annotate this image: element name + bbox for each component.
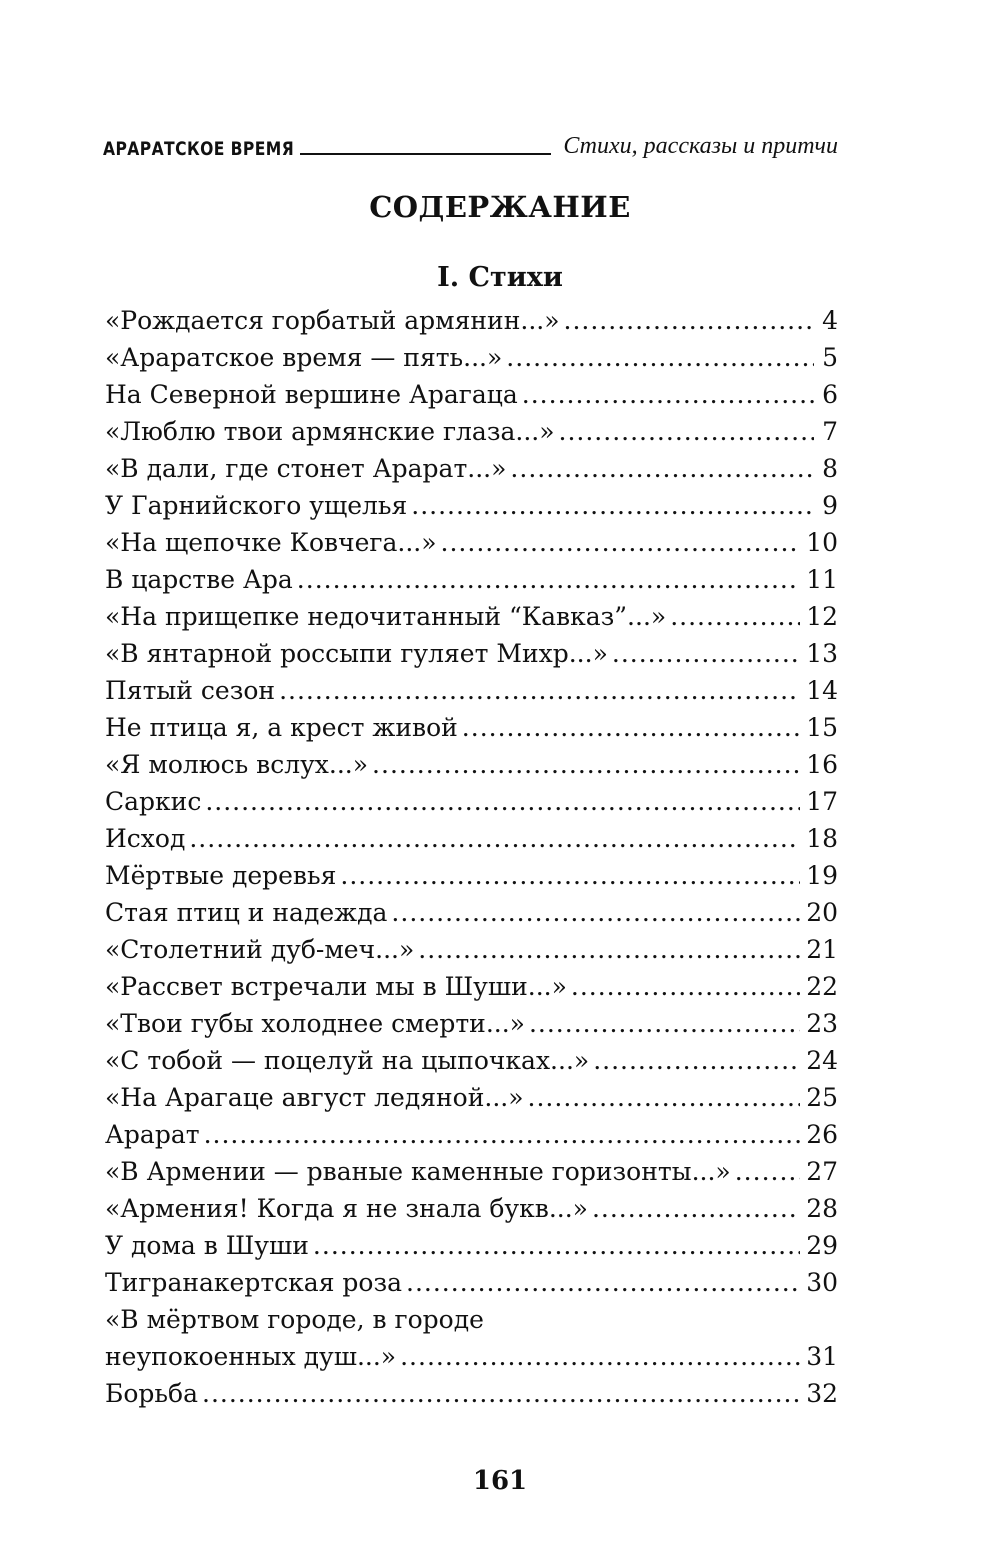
toc-entry	[105, 746, 838, 783]
toc-entry-page: 16	[806, 750, 838, 779]
toc-entry-page: 22	[806, 972, 838, 1001]
dot-leader	[571, 968, 800, 1005]
page-number: 161	[472, 1466, 528, 1496]
toc-entry-first-line	[105, 1301, 838, 1338]
toc-entry-title: Саркис	[105, 787, 202, 816]
toc-entry-title: Не птица я, а крест живой	[105, 713, 458, 742]
toc-entry-page: 32	[806, 1379, 838, 1408]
header-rule	[300, 153, 551, 155]
toc-entry-title: Стая птиц и надежда	[105, 898, 388, 927]
dot-leader	[528, 1079, 801, 1116]
toc-entry-page: 20	[806, 898, 838, 927]
toc-entry	[105, 1116, 838, 1153]
toc-entry-title: «Твои губы холоднее смерти...»	[105, 1009, 525, 1038]
toc-entry-page: 24	[806, 1046, 838, 1075]
dot-leader	[441, 524, 801, 561]
toc-entry-page: 17	[806, 787, 838, 816]
toc-entry	[105, 783, 838, 820]
toc-entry-page: 11	[806, 565, 838, 594]
toc-entry-page: 13	[806, 639, 838, 668]
toc-entry	[105, 894, 838, 931]
toc-entry-title: Пятый сезон	[105, 676, 276, 705]
toc-entry-title: Тигранакертская роза	[105, 1268, 403, 1297]
toc-entry	[105, 1338, 838, 1375]
toc-entry-page: 12	[806, 602, 838, 631]
toc-entry-page: 8	[822, 454, 838, 483]
toc-entry-page: 31	[806, 1342, 838, 1371]
toc-entry	[105, 487, 838, 524]
toc-entry-title: Мёртвые деревья	[105, 861, 337, 890]
toc-entry	[105, 1005, 838, 1042]
table-of-contents	[105, 302, 838, 1412]
toc-entry	[105, 1190, 838, 1227]
toc-entry-title: В царстве Ара	[105, 565, 293, 594]
toc-entry	[105, 968, 838, 1005]
dot-leader	[202, 1375, 800, 1412]
toc-entry-title: «С тобой — поцелуй на цыпочках...»	[105, 1046, 590, 1075]
toc-entry-title: «В Армении — рваные каменные горизонты...»	[105, 1157, 731, 1186]
toc-entry-title: Борьба	[105, 1379, 198, 1408]
toc-entry-page: 27	[806, 1157, 838, 1186]
toc-entry-page: 15	[806, 713, 838, 742]
dot-leader	[279, 672, 800, 709]
dot-leader	[592, 1190, 800, 1227]
toc-entry-title: «Армения! Когда я не знала букв...»	[105, 1194, 588, 1223]
toc-entry	[105, 931, 838, 968]
dot-leader	[340, 857, 800, 894]
dot-leader	[670, 598, 800, 635]
toc-entry-title: «На Арагаце август ледяной...»	[105, 1083, 524, 1112]
dot-leader	[400, 1338, 800, 1375]
dot-leader	[204, 1116, 801, 1153]
toc-entry	[105, 1264, 838, 1301]
dot-leader	[205, 783, 800, 820]
dot-leader	[406, 1264, 800, 1301]
book-subtitle-header: Стихи, рассказы и притчи	[563, 133, 838, 159]
toc-entry-page: 30	[806, 1268, 838, 1297]
dot-leader	[411, 487, 814, 524]
toc-entry	[105, 450, 838, 487]
toc-entry-title: «Рассвет встречали мы в Шуши...»	[105, 972, 567, 1001]
toc-entry-title: На Северной вершине Арагаца	[105, 380, 518, 409]
toc-entry-title-line1: «В мёртвом городе, в городе	[105, 1305, 484, 1334]
dot-leader	[593, 1042, 800, 1079]
toc-entry	[105, 1079, 838, 1116]
toc-entry-page: 14	[806, 676, 838, 705]
toc-entry	[105, 709, 838, 746]
book-title-header: АРАРАТСКОЕ ВРЕМЯ	[103, 138, 295, 160]
toc-entry-title: «Рождается горбатый армянин...»	[105, 306, 560, 335]
toc-entry	[105, 524, 838, 561]
toc-entry-page: 28	[806, 1194, 838, 1223]
toc-entry-title: «На прищепке недочитанный “Кавказ”...»	[105, 602, 667, 631]
toc-entry	[105, 339, 838, 376]
toc-entry-title: «Я молюсь вслух...»	[105, 750, 369, 779]
dot-leader	[506, 339, 814, 376]
toc-entry-title: У дома в Шуши	[105, 1231, 309, 1260]
toc-entry-title: Исход	[105, 824, 186, 853]
toc-entry-page: 19	[806, 861, 838, 890]
toc-entry	[105, 1227, 838, 1264]
toc-entry-title: «В янтарной россыпи гуляет Михр...»	[105, 639, 608, 668]
toc-entry-title: «Столетний дуб-меч...»	[105, 935, 415, 964]
toc-entry-page: 18	[806, 824, 838, 853]
toc-entry	[105, 1375, 838, 1412]
toc-entry-title: У Гарнийского ущелья	[105, 491, 408, 520]
dot-leader	[529, 1005, 800, 1042]
running-header	[103, 128, 838, 160]
dot-leader	[372, 746, 800, 783]
toc-entry-page: 6	[822, 380, 838, 409]
toc-entry-page: 26	[806, 1120, 838, 1149]
contents-title: СОДЕРЖАНИЕ	[369, 190, 631, 224]
section-title: I. Стихи	[437, 262, 563, 293]
toc-entry-title: «Араратское время — пять...»	[105, 343, 503, 372]
dot-leader	[297, 561, 800, 598]
toc-entry	[105, 376, 838, 413]
toc-entry-title: «На щепочке Ковчега...»	[105, 528, 437, 557]
dot-leader	[735, 1153, 800, 1190]
toc-entry	[105, 635, 838, 672]
toc-entry-title: неупокоенных душ...»	[105, 1342, 397, 1371]
toc-entry-page: 25	[806, 1083, 838, 1112]
dot-leader	[391, 894, 800, 931]
toc-entry-page: 7	[822, 417, 838, 446]
toc-entry	[105, 672, 838, 709]
dot-leader	[522, 376, 814, 413]
dot-leader	[189, 820, 800, 857]
toc-entry	[105, 561, 838, 598]
dot-leader	[462, 709, 800, 746]
toc-entry-page: 4	[822, 306, 838, 335]
dot-leader	[559, 413, 814, 450]
toc-entry	[105, 820, 838, 857]
dot-leader	[510, 450, 814, 487]
dot-leader	[418, 931, 800, 968]
toc-entry	[105, 598, 838, 635]
toc-entry-page: 5	[822, 343, 838, 372]
toc-entry-title: «Люблю твои армянские глаза...»	[105, 417, 555, 446]
toc-entry	[105, 302, 838, 339]
dot-leader	[564, 302, 814, 339]
toc-entry-title: Арарат	[105, 1120, 200, 1149]
toc-entry	[105, 1042, 838, 1079]
toc-entry	[105, 1153, 838, 1190]
toc-entry	[105, 413, 838, 450]
toc-entry-page: 23	[806, 1009, 838, 1038]
toc-entry-page: 29	[806, 1231, 838, 1260]
dot-leader	[313, 1227, 800, 1264]
toc-entry-page: 21	[806, 935, 838, 964]
toc-entry-page: 9	[822, 491, 838, 520]
toc-entry-title: «В дали, где стонет Арарат...»	[105, 454, 507, 483]
dot-leader	[612, 635, 800, 672]
toc-entry-page: 10	[806, 528, 838, 557]
toc-entry	[105, 857, 838, 894]
